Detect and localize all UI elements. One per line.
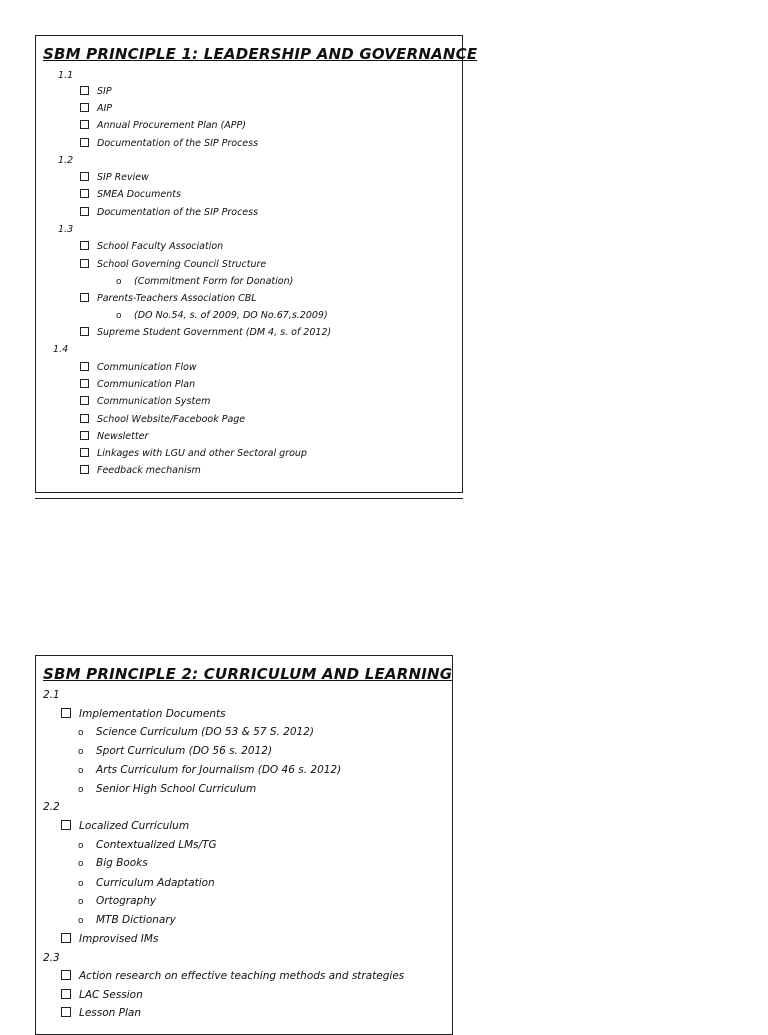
checkbox-icon[interactable] (80, 259, 89, 268)
sub-item: o Big Books (78, 857, 148, 869)
checklist-item: Communication System (80, 395, 210, 409)
checkbox-icon[interactable] (80, 379, 89, 388)
section-1-4: 1.4 (53, 344, 69, 355)
checklist-item: Action research on effective teaching methods and strategies (61, 969, 404, 983)
section-1-1: 1.1 (58, 70, 74, 81)
checklist-item: School Website/Facebook Page (80, 413, 245, 427)
checklist-item: SIP (80, 85, 112, 99)
sub-item: o MTB Dictionary (78, 914, 176, 926)
bullet-icon: o (78, 859, 84, 869)
checkbox-icon[interactable] (80, 103, 89, 112)
checklist-item: Newsletter (80, 430, 148, 444)
bullet-icon: o (78, 747, 84, 757)
bullet-icon: o (78, 728, 84, 738)
checklist-item: LAC Session (61, 988, 143, 1002)
checkbox-icon[interactable] (80, 138, 89, 147)
checklist-item: Parents-Teachers Association CBL (80, 292, 257, 306)
section-1-2: 1.2 (58, 155, 74, 166)
checkbox-icon[interactable] (61, 820, 71, 830)
checklist-item: SMEA Documents (80, 188, 181, 202)
checkbox-icon[interactable] (80, 172, 89, 181)
bullet-icon: o (78, 897, 84, 907)
sub-item: o Contextualized LMs/TG (78, 839, 217, 851)
checkbox-icon[interactable] (80, 189, 89, 198)
checkbox-icon[interactable] (80, 327, 89, 336)
principle2-title: SBM PRINCIPLE 2: CURRICULUM AND LEARNING (43, 665, 453, 683)
checkbox-icon[interactable] (61, 933, 71, 943)
checklist-item: SIP Review (80, 171, 149, 185)
checklist-item: Improvised IMs (61, 932, 158, 946)
bullet-icon: o (78, 879, 84, 889)
sub-item: o (Commitment Form for Donation) (116, 276, 294, 287)
sub-item: o Senior High School Curriculum (78, 783, 257, 795)
checkbox-icon[interactable] (80, 241, 89, 250)
checkbox-icon[interactable] (61, 1007, 71, 1017)
checklist-item: Lesson Plan (61, 1006, 141, 1020)
checklist-item: Communication Plan (80, 378, 195, 392)
section-2-2: 2.2 (43, 801, 60, 813)
checklist-item: Localized Curriculum (61, 819, 189, 833)
bullet-icon: o (78, 841, 84, 851)
sub-item: o Science Curriculum (DO 53 & 57 S. 2012) (78, 726, 315, 738)
principle1-title: SBM PRINCIPLE 1: LEADERSHIP AND GOVERNANCE (43, 45, 478, 63)
divider (35, 498, 463, 499)
checkbox-icon[interactable] (80, 207, 89, 216)
checklist-item: Documentation of the SIP Process (80, 137, 258, 151)
bullet-icon: o (116, 277, 122, 287)
section-2-1: 2.1 (43, 689, 60, 701)
sub-item: o Arts Curriculum for Journalism (DO 46 s. 2012) (78, 764, 342, 776)
checklist-item: School Governing Council Structure (80, 258, 266, 272)
checkbox-icon[interactable] (80, 86, 89, 95)
checkbox-icon[interactable] (61, 970, 71, 980)
sub-item: o (DO No.54, s. of 2009, DO No.67,s.2009) (116, 310, 328, 321)
checklist-item: Linkages with LGU and other Sectoral group (80, 447, 307, 461)
checklist-item: Documentation of the SIP Process (80, 206, 258, 220)
checkbox-icon[interactable] (80, 465, 89, 474)
checkbox-icon[interactable] (80, 396, 89, 405)
bullet-icon: o (78, 785, 84, 795)
checkbox-icon[interactable] (80, 431, 89, 440)
principle1-box (35, 35, 478, 493)
checklist-item: Implementation Documents (61, 707, 226, 721)
checklist-item: Annual Procurement Plan (APP) (80, 119, 246, 133)
bullet-icon: o (78, 916, 84, 926)
checkbox-icon[interactable] (80, 414, 89, 423)
checkbox-icon[interactable] (80, 120, 89, 129)
principle2-box (35, 655, 453, 1035)
bullet-icon: o (116, 311, 122, 321)
checklist-item: Supreme Student Government (DM 4, s. of 2012) (80, 326, 331, 340)
checklist-item: AIP (80, 102, 112, 116)
sub-item: o Curriculum Adaptation (78, 877, 215, 889)
sub-item: o Ortography (78, 895, 157, 907)
checkbox-icon[interactable] (61, 989, 71, 999)
checkbox-icon[interactable] (80, 448, 89, 457)
bullet-icon: o (78, 766, 84, 776)
checkbox-icon[interactable] (80, 362, 89, 371)
section-1-3: 1.3 (58, 224, 74, 235)
checklist-item: Communication Flow (80, 361, 197, 375)
checkbox-icon[interactable] (80, 293, 89, 302)
section-2-3: 2.3 (43, 952, 60, 964)
checklist-item: Feedback mechanism (80, 464, 201, 478)
checkbox-icon[interactable] (61, 708, 71, 718)
checklist-item: School Faculty Association (80, 240, 223, 254)
sub-item: o Sport Curriculum (DO 56 s. 2012) (78, 745, 273, 757)
